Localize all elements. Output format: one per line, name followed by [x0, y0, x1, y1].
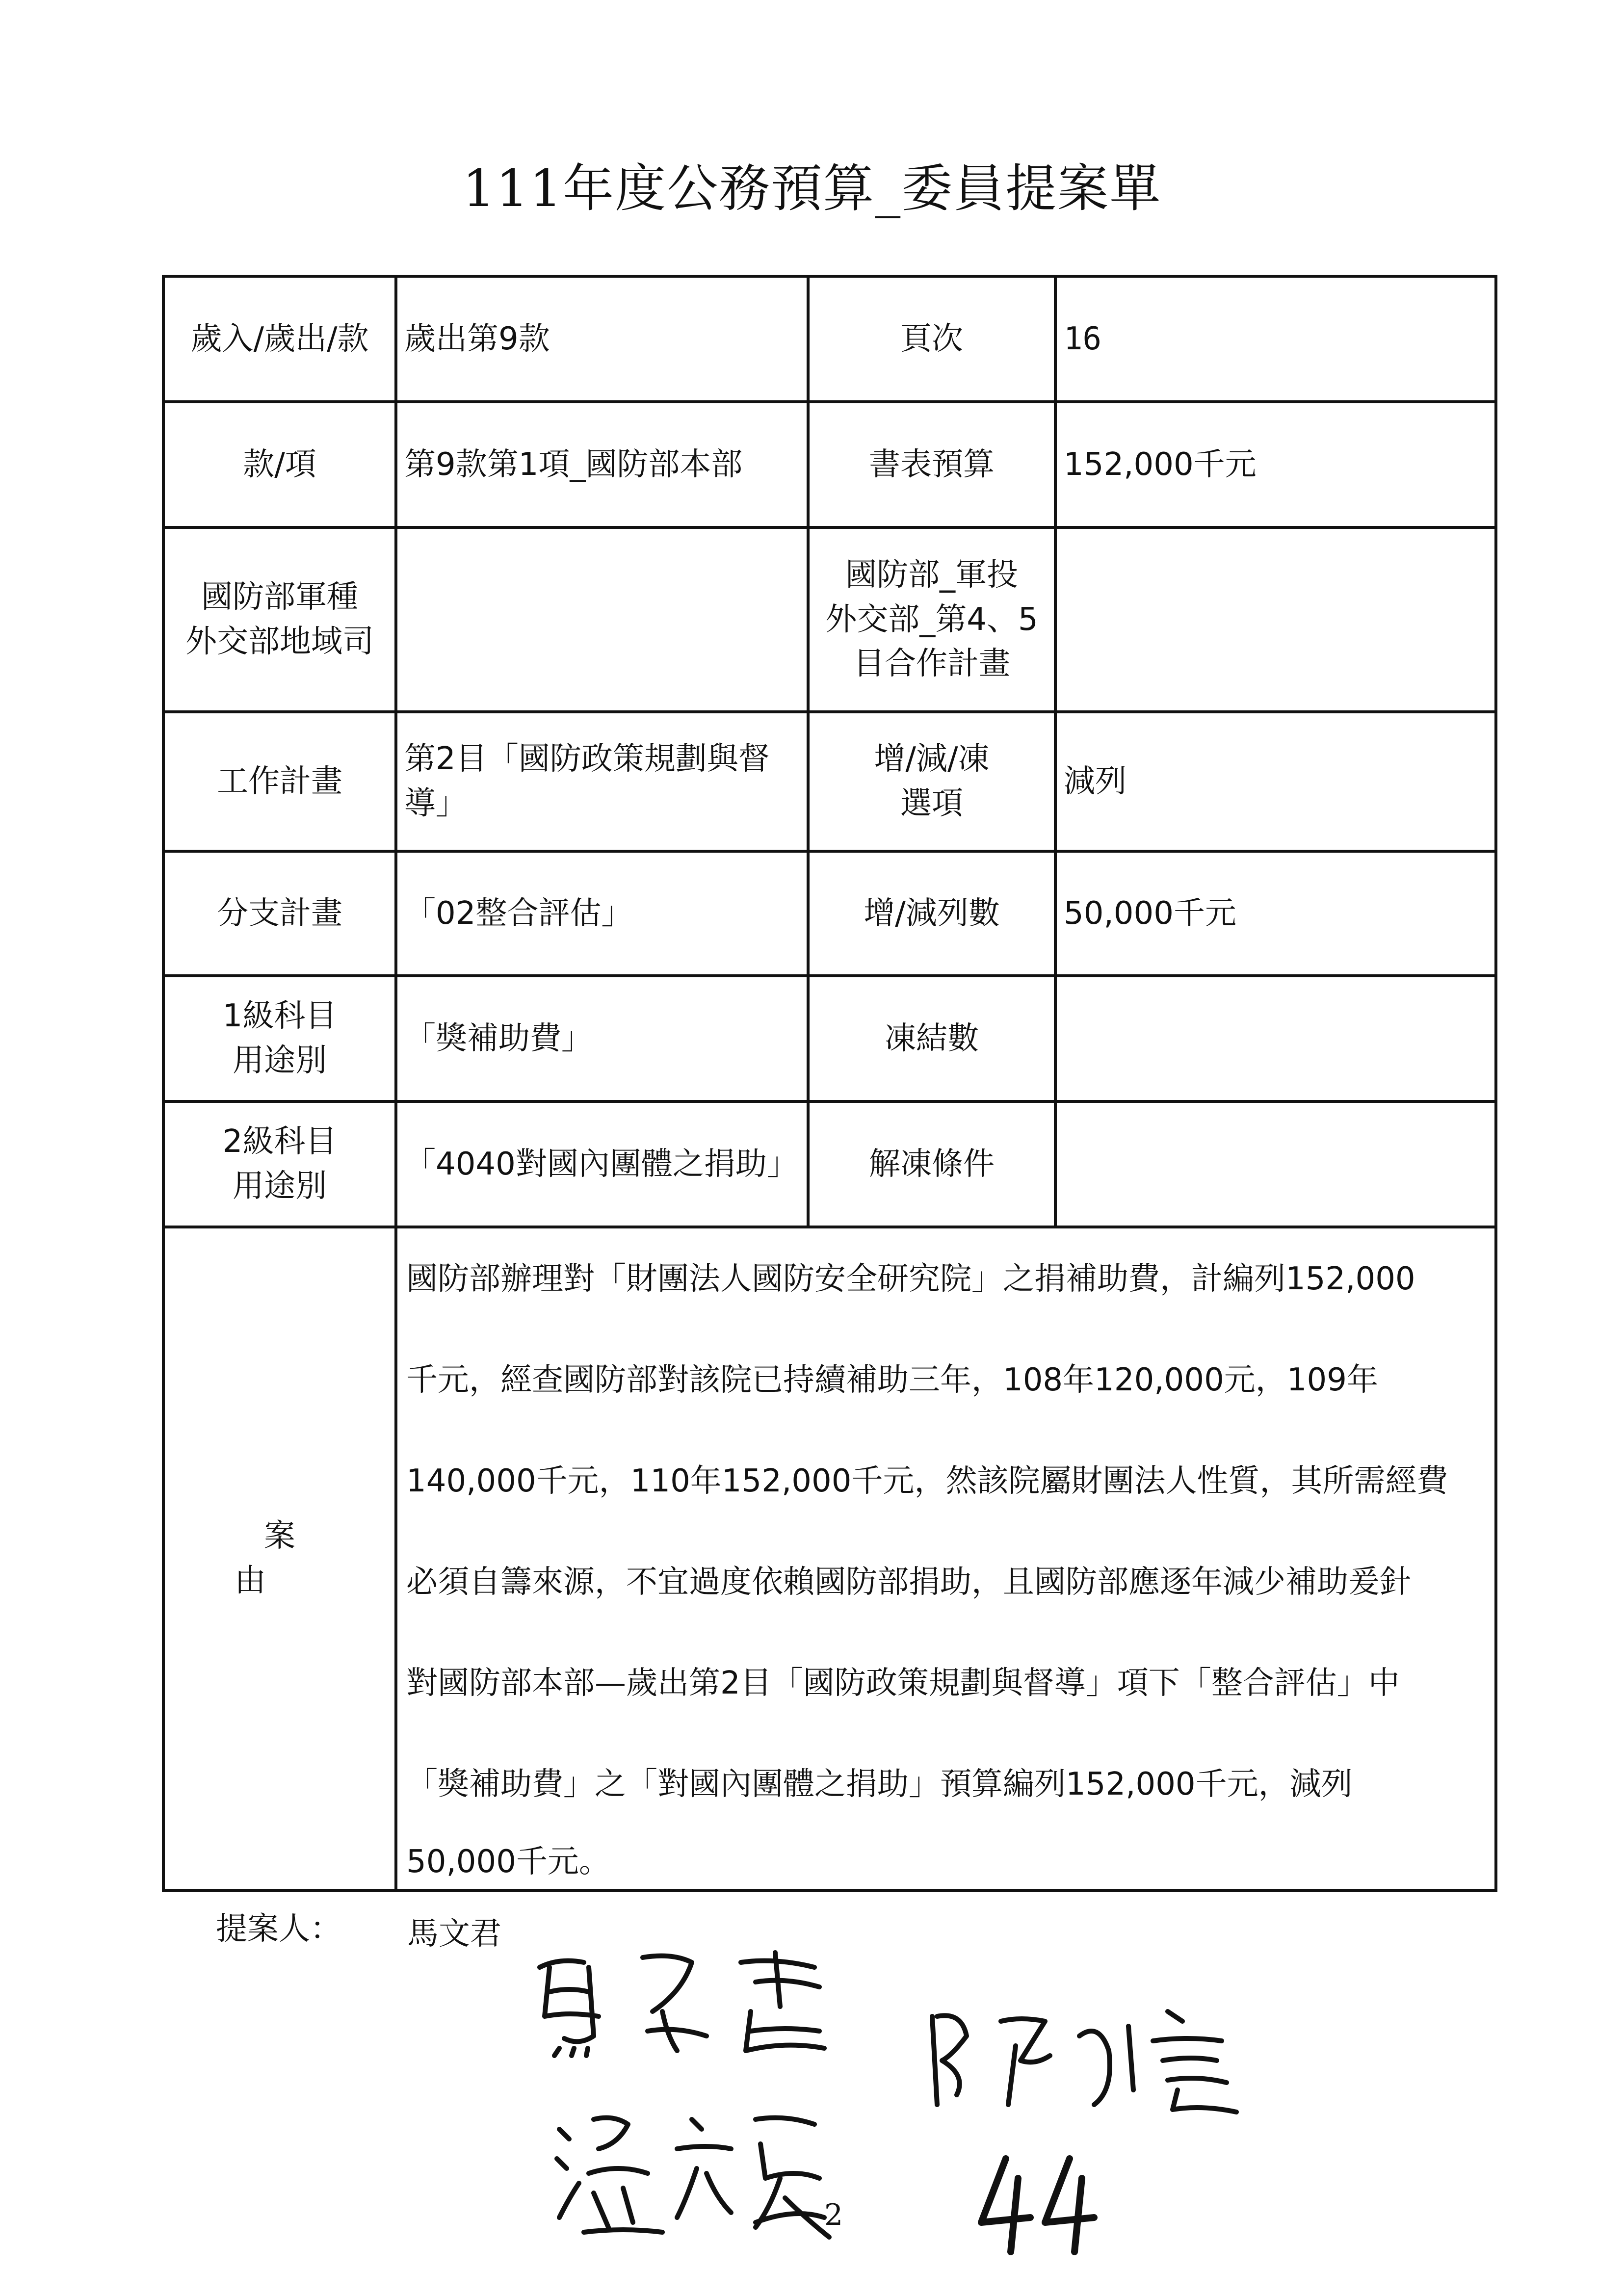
signature-count-44 [971, 2149, 1109, 2257]
label-adjust-option [808, 712, 1055, 851]
label-adjust-line-1: 增/減/凍 [874, 741, 990, 778]
signature-wen-yuxia [550, 2100, 844, 2247]
label-level1-line-2: 用途別 [233, 1043, 327, 1079]
label-cooperation-line-2: 外交部_第4、5 [825, 601, 1038, 638]
row-category [163, 276, 1496, 402]
label-military-branch [163, 527, 396, 712]
value-level2-subject: 「4040對國內團體之捐助」 [396, 1101, 808, 1227]
value-page: 16 [1055, 276, 1496, 402]
page-number: 2 [824, 2198, 843, 2232]
label-category: 歲入/歲出/款 [163, 276, 396, 402]
label-reason [163, 1227, 396, 1890]
value-budget: 152,000千元 [1055, 402, 1496, 527]
reason-line: 千元，經查國防部對該院已持續補助三年，108年120,000元，109年 [406, 1362, 1378, 1398]
reason-line: 國防部辦理對「財團法人國防安全研究院」之捐補助費，計編列152,000 [406, 1261, 1415, 1297]
value-work-plan: 第2目「國防政策規劃與督導」 [396, 712, 808, 851]
label-frozen-amount: 凍結數 [808, 976, 1055, 1101]
value-military-branch [396, 527, 808, 712]
label-military-line-2: 外交部地域司 [185, 624, 374, 660]
reason-line: 對國防部本部—歲出第2目「國防政策規劃與督導」項下「整合評估」中 [406, 1665, 1400, 1701]
value-branch-plan: 「02整合評估」 [396, 851, 808, 976]
label-level2-subject [163, 1101, 396, 1227]
label-level2-line-1: 2級科目 [222, 1123, 337, 1160]
label-level1-line-1: 1級科目 [222, 998, 337, 1035]
row-level2-subject [163, 1101, 1496, 1227]
label-unfreeze-condition: 解凍條件 [808, 1101, 1055, 1227]
row-military [163, 527, 1496, 712]
reason-line: 「獎補助費」之「對國內團體之捐助」預算編列152,000千元，減列 [406, 1766, 1353, 1802]
value-adjust-amount: 50,000千元 [1055, 851, 1496, 976]
row-level1-subject [163, 976, 1496, 1101]
signature-chen-mingxin [922, 1992, 1266, 2119]
label-adjust-amount: 增/減列數 [808, 851, 1055, 976]
row-item [163, 402, 1496, 527]
label-level1-subject [163, 976, 396, 1101]
value-reason [396, 1227, 1496, 1890]
signature-ma-wenjun [530, 1938, 844, 2065]
value-unfreeze-condition [1055, 1101, 1496, 1227]
row-branch-plan [163, 851, 1496, 976]
label-cooperation-line-1: 國防部_軍投 [845, 556, 1018, 593]
value-cooperation-plan [1055, 527, 1496, 712]
row-reason [163, 1227, 1496, 1890]
label-cooperation-plan [808, 527, 1055, 712]
label-military-line-1: 國防部軍種 [201, 579, 358, 616]
value-frozen-amount [1055, 976, 1496, 1101]
value-adjust-option: 減列 [1055, 712, 1496, 851]
reason-label-text: 案由 [235, 1518, 354, 1599]
page-title: 111年度公務預算_委員提案單 [462, 158, 1162, 218]
reason-line: 140,000千元，110年152,000千元，然該院屬財團法人性質，其所需經費 [406, 1463, 1448, 1499]
proposer-label: 提案人： [216, 1911, 341, 1947]
label-page: 頁次 [808, 276, 1055, 402]
label-level2-line-2: 用途別 [233, 1168, 327, 1204]
label-adjust-line-2: 選項 [900, 785, 963, 822]
reason-line: 50,000千元。 [406, 1844, 610, 1880]
reason-line: 必須自籌來源，不宜過度依賴國防部捐助，且國防部應逐年減少補助爰針 [406, 1564, 1411, 1600]
proposer-name: 馬文君 [407, 1916, 501, 1952]
value-category: 歲出第9款 [396, 276, 808, 402]
value-item: 第9款第1項_國防部本部 [396, 402, 808, 527]
label-branch-plan: 分支計畫 [163, 851, 396, 976]
label-item: 款/項 [163, 402, 396, 527]
label-work-plan: 工作計畫 [163, 712, 396, 851]
row-work-plan [163, 712, 1496, 851]
value-level1-subject: 「獎補助費」 [396, 976, 808, 1101]
proposal-form-table [162, 275, 1497, 1892]
label-budget: 書表預算 [808, 402, 1055, 527]
label-cooperation-line-3: 目合作計畫 [853, 646, 1010, 682]
